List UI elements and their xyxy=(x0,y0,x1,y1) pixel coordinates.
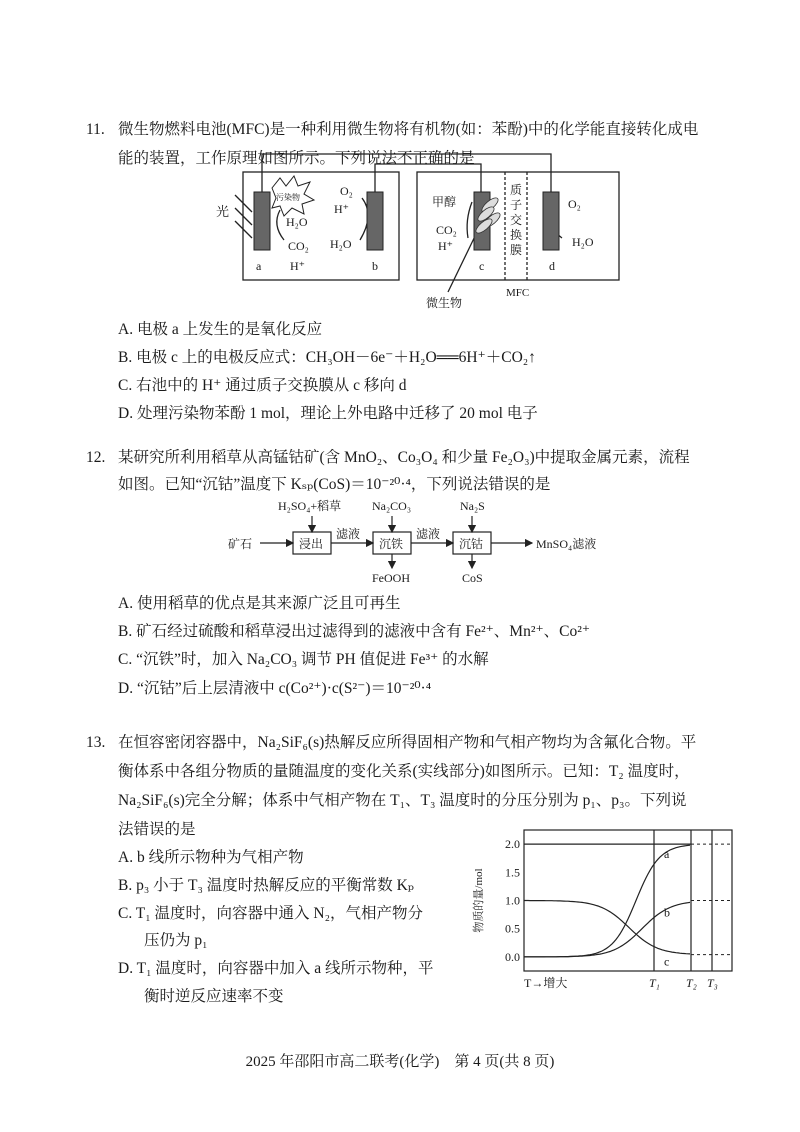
q13-option-c: C. T₁ 温度时，向容器中通入 N₂，气相产物分 xyxy=(118,905,424,922)
q13-option-b: B. p₃ 小于 T₃ 温度时热解反应的平衡常数 Kₚ xyxy=(118,877,415,894)
h2o-b: H₂O xyxy=(330,237,352,251)
q13-number: 13. xyxy=(86,734,106,751)
pollutant-label: 污染物 xyxy=(276,193,300,202)
y-tick-label: 0.5 xyxy=(505,921,520,936)
label-d: d xyxy=(549,259,555,273)
h-c: H⁺ xyxy=(438,239,453,253)
electrode-d xyxy=(543,192,559,250)
filtrate-label: 滤液 xyxy=(336,527,361,541)
membrane-label: 膜 xyxy=(510,243,523,257)
h-a: H⁺ xyxy=(290,259,305,273)
reagent-na2co3: Na₂CO₃ xyxy=(372,499,412,513)
q12-option-c: C. “沉铁”时，加入 Na₂CO₃ 调节 PH 值促进 Fe³⁺ 的水解 xyxy=(118,651,489,668)
q11-option-b: B. 电极 c 上的电极反应式：CH₃OH－6e⁻＋H₂O══6H⁺＋CO₂↑ xyxy=(118,349,536,366)
o2-b: O₂ xyxy=(340,184,353,198)
x-tick-label: T₃ xyxy=(707,976,718,990)
leach-box: 浸出 xyxy=(299,537,324,551)
mfc-diagram xyxy=(200,150,620,310)
h-b: H⁺ xyxy=(334,202,349,216)
final-filtrate: MnSO₄滤液 xyxy=(536,537,597,551)
co2-a: CO₂ xyxy=(288,239,309,253)
flowchart xyxy=(220,494,620,590)
amount-vs-temperature-chart xyxy=(466,818,750,990)
iron-box: 沉铁 xyxy=(379,537,404,551)
product-cos: CoS xyxy=(462,571,483,585)
y-tick-label: 2.0 xyxy=(505,837,520,852)
h2o-a: H₂O xyxy=(286,215,308,229)
q13-stem: 法错误的是 xyxy=(118,821,196,838)
q11-number: 11. xyxy=(86,121,105,138)
q11-option-c: C. 右池中的 H⁺ 通过质子交换膜从 c 移向 d xyxy=(118,377,407,394)
q11-stem: 微生物燃料电池(MFC)是一种利用微生物将有机物(如：苯酚)中的化学能直接转化成电 xyxy=(118,121,699,138)
q11-option-d: D. 处理污染物苯酚 1 mol，理论上外电路中迁移了 20 mol 电子 xyxy=(118,405,538,422)
x-tick-label: T₁ xyxy=(649,976,660,990)
ore-label: 矿石 xyxy=(228,537,253,551)
label-b: b xyxy=(372,259,378,273)
cobalt-box: 沉钴 xyxy=(459,537,484,551)
q13-stem: Na₂SiF₆(s)完全分解；体系中气相产物在 T₁、T₃ 温度时的分压分别为 p₁、p₃。下列说 xyxy=(118,792,687,809)
membrane-label: 交 xyxy=(510,213,523,227)
electrode-b xyxy=(367,192,383,250)
electrode-a xyxy=(254,192,270,250)
q11-option-a: A. 电极 a 上发生的是氧化反应 xyxy=(118,321,323,338)
x-axis-label: T→增大 xyxy=(524,976,568,990)
q12-option-d: D. “沉钴”后上层清液中 c(Co²⁺)·c(S²⁻)＝10⁻²⁰·⁴ xyxy=(118,680,432,697)
q13-option-d: D. T₁ 温度时，向容器中加入 a 线所示物种，平 xyxy=(118,960,434,977)
q13-stem: 在恒容密闭容器中，Na₂SiF₆(s)热解反应所得固相产物和气相产物均为含氟化合物。平 xyxy=(118,734,697,751)
label-c: c xyxy=(479,259,485,273)
q13-option-c-cont: 压仍为 p₁ xyxy=(144,932,208,949)
co2-c: CO₂ xyxy=(436,223,457,237)
q12-option-b: B. 矿石经过硫酸和稻草浸出过滤得到的滤液中含有 Fe²⁺、Mn²⁺、Co²⁺ xyxy=(118,623,591,640)
y-tick-label: 1.5 xyxy=(505,865,520,880)
series-label-c: c xyxy=(664,954,670,969)
product-feooh: FeOOH xyxy=(372,571,410,585)
y-axis-label: 物质的量/mol xyxy=(473,868,485,933)
q12-option-a: A. 使用稻草的优点是其来源广泛且可再生 xyxy=(118,595,401,612)
h2o-d: H₂O xyxy=(572,235,594,249)
q12-stem-cont: 如图。已知“沉钴”温度下 Kₛₚ(CoS)＝10⁻²⁰·⁴，下列说法错误的是 xyxy=(118,476,551,493)
mfc-label: MFC xyxy=(506,287,530,299)
series-label-b: b xyxy=(664,905,670,920)
q12-stem: 某研究所利用稻草从高锰钴矿(含 MnO₂、Co₃O₄ 和少量 Fe₂O₃)中提取金属元素，流程 xyxy=(118,449,690,466)
membrane-label: 质 xyxy=(510,183,523,197)
q12-number: 12. xyxy=(86,449,106,466)
y-tick-label: 0.0 xyxy=(505,949,520,964)
reagent-na2s: Na₂S xyxy=(460,499,485,513)
label-a: a xyxy=(256,259,262,273)
o2-d: O₂ xyxy=(568,197,581,211)
x-tick-label: T₂ xyxy=(686,976,697,990)
q13-option-a: A. b 线所示物种为气相产物 xyxy=(118,849,304,866)
series-label-a: a xyxy=(664,847,670,862)
microbe-label: 微生物 xyxy=(426,296,463,310)
membrane-label: 换 xyxy=(510,228,523,242)
page-footer: 2025 年邵阳市高二联考(化学) 第 4 页(共 8 页) xyxy=(245,1054,555,1070)
q13-stem: 衡体系中各组分物质的量随温度的变化关系(实线部分)如图所示。已知：T₂ 温度时， xyxy=(118,763,690,780)
filtrate-label: 滤液 xyxy=(416,527,441,541)
q13-option-d-cont: 衡时逆反应速率不变 xyxy=(144,988,284,1005)
light-label: 光 xyxy=(216,204,230,219)
y-tick-label: 1.0 xyxy=(505,893,520,908)
methanol-label: 甲醇 xyxy=(432,195,457,209)
membrane-label: 子 xyxy=(510,198,523,212)
reagent-h2so4: H₂SO₄+稻草 xyxy=(278,499,342,513)
q11-stem-cont: 能的装置，工作原理如图所示。下列说法不正确的是 xyxy=(118,150,475,167)
